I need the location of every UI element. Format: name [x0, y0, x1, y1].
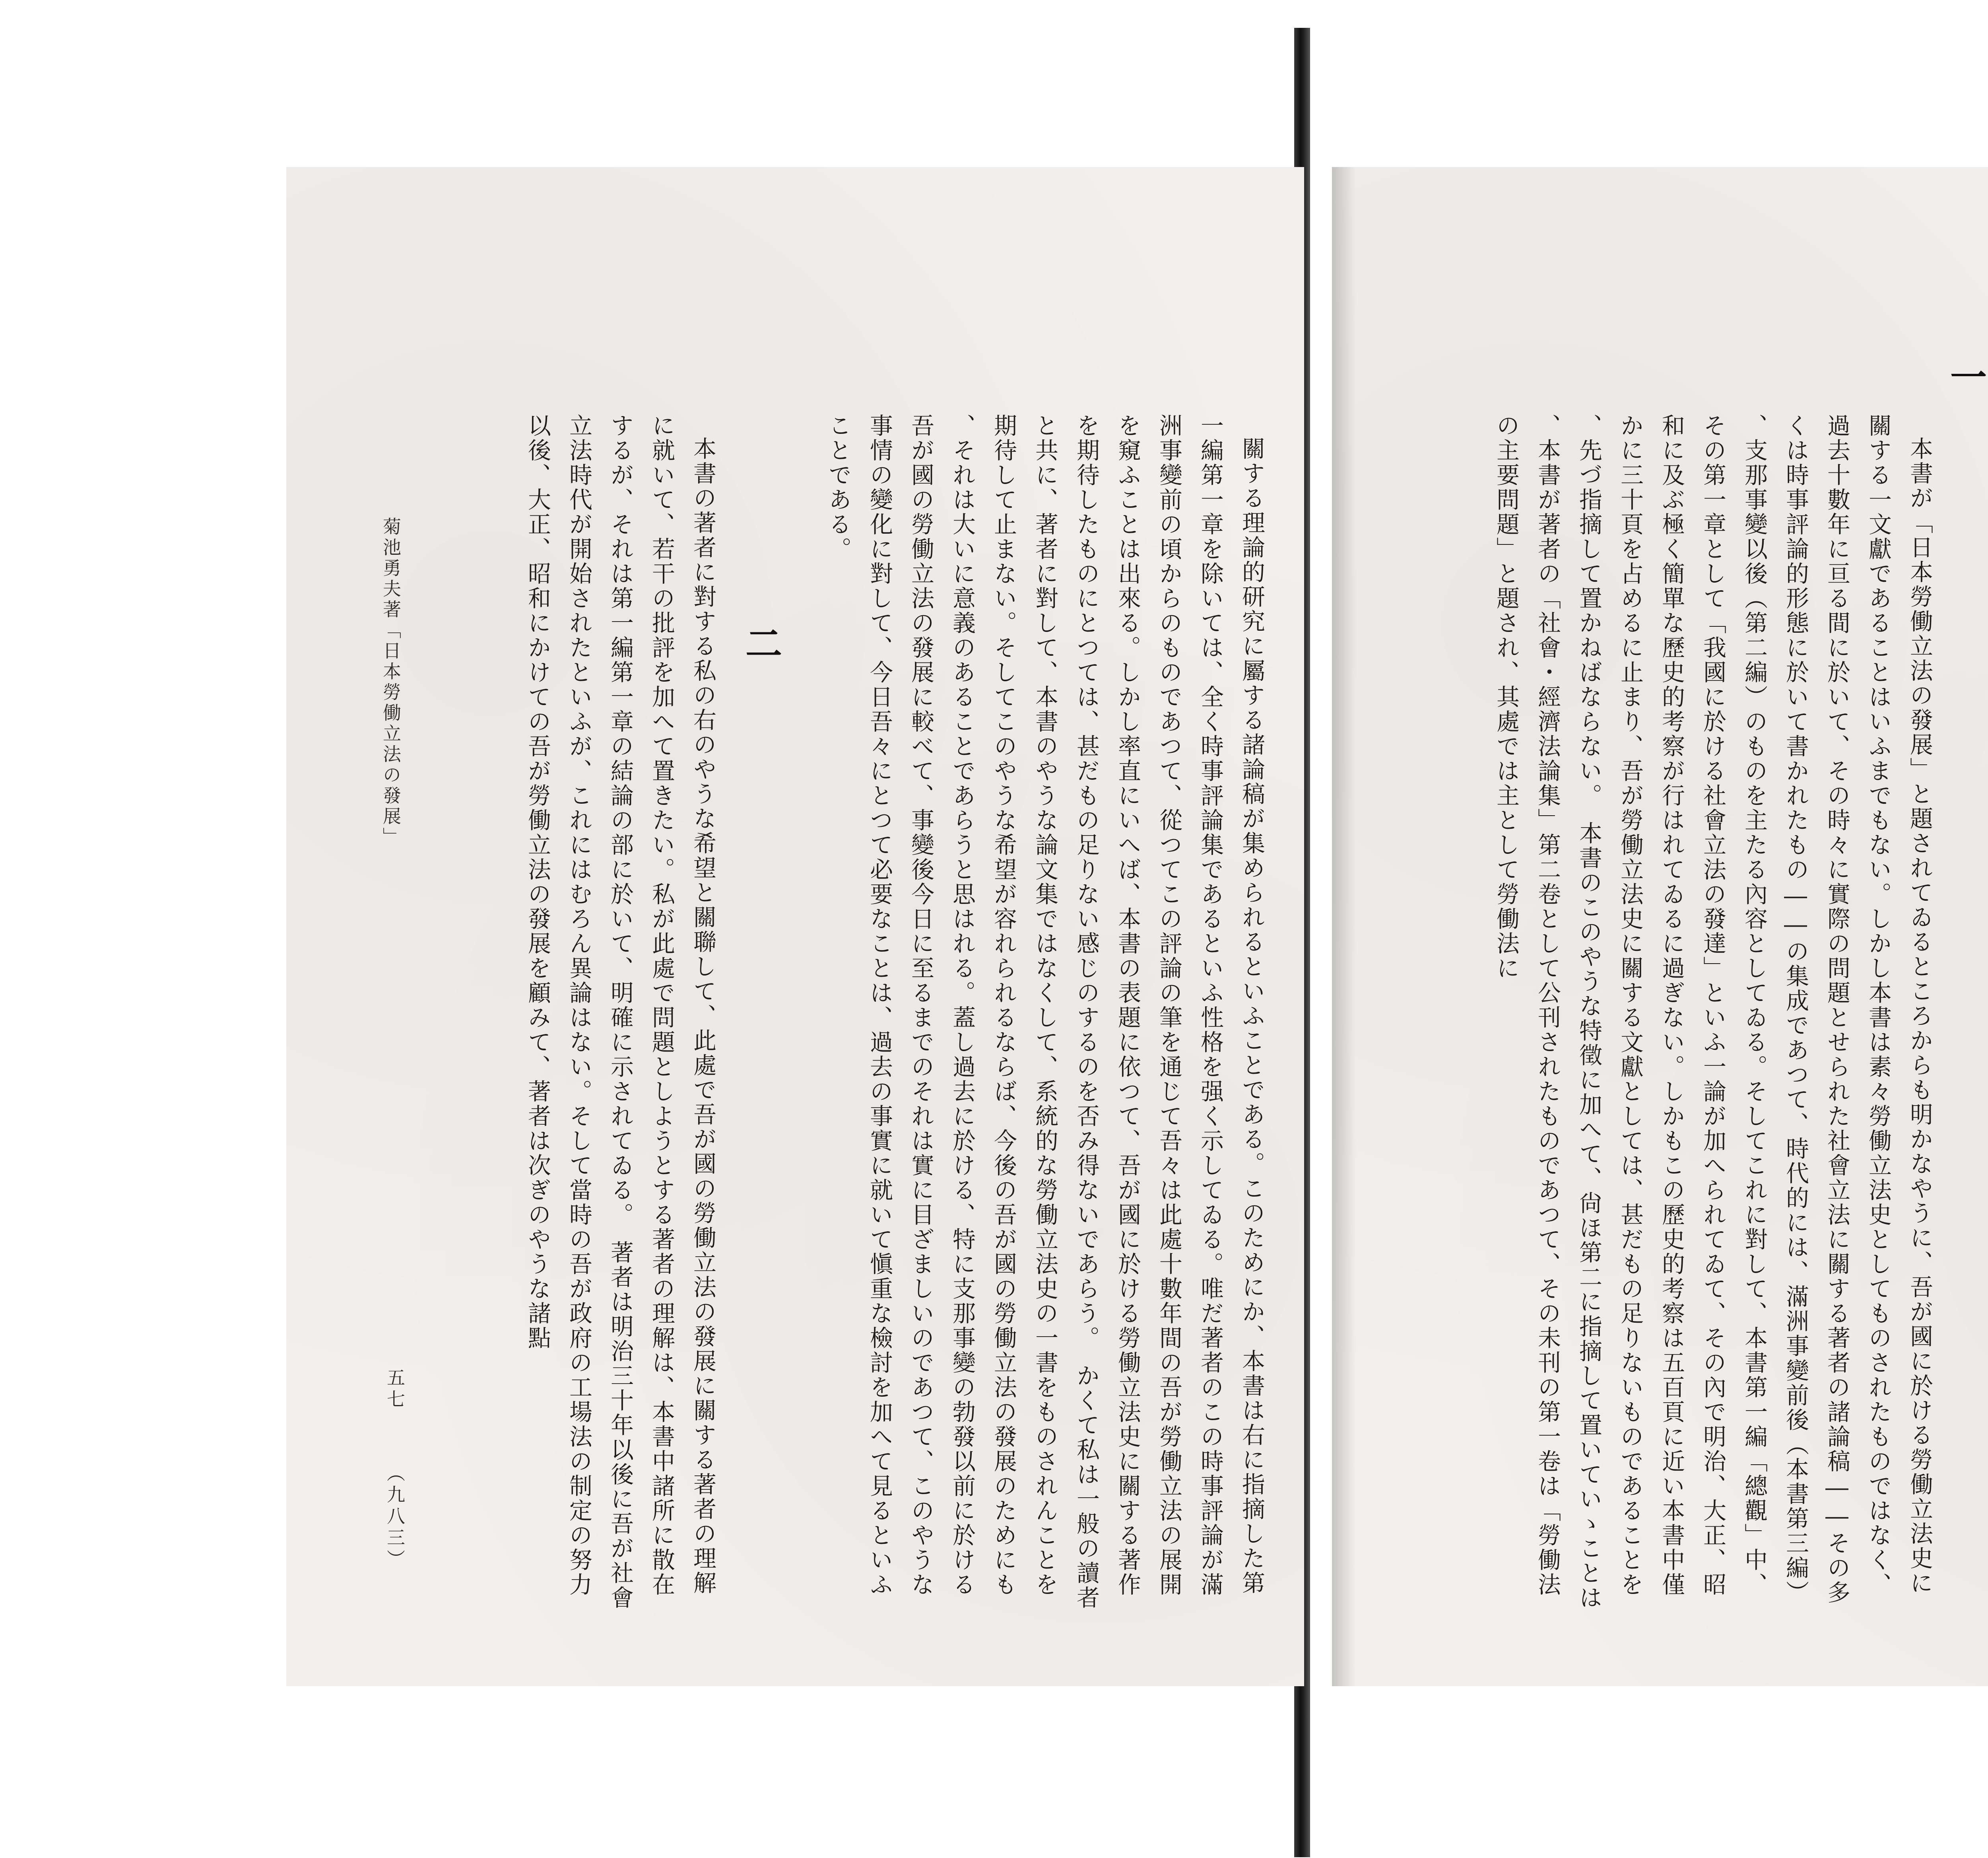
body-paragraph: 本書が「日本勞働立法の發展」と題されてゐるところからも明かなやうに、吾が國に於ける勞働立法史に關する一文獻であることはいふまでもない。しかし本書は素々勞働立法史としてものされたものではなく、過去十數年に亘る間に於いて、その時々に實際の問題とせられた社會立法に關する著者の諸論稿――その多くは時事評論的形態に於いて書かれたもの――の集成であつて、時代的には、滿洲事變前後（本書第三編）、支那事變以後（第二編）のものを主たる內容としてゐる。そしてこれに對して、本書第一編「總觀」中、その第一章として「我國に於ける社會立法の發達」といふ一論が加へられてゐて、その內で明治、大正、昭和に及ぶ極く簡單な歷史的考察が行はれてゐるに過ぎない。しかもこの歷史的考察は五百頁に近い本書中僅かに三十頁を占めるに止まり、吾が勞働立法史に關する文獻としては、甚だもの足りないものであることを、先づ指摘して置かねばならない。 本書のこのやうな特徵に加へて、尙ほ第二に指摘して置いていゝことは、本書が著者の「社會・經濟法論集」第二卷として公刊されたものであつて、その未刊の第一卷は「勞働法の主要問題」と題され、其處では主として勞働法に — [1493, 414, 1933, 1610]
running-head: 菊池勇夫著「日本勞働立法の發展」 — [380, 517, 402, 848]
folio-total-number: （九八三） — [384, 1463, 406, 1571]
body-paragraph: 本書の著者に對する私の右のやうな希望と關聯して、此處で吾が國の勞働立法の發展に關する著者の理解に就いて、若干の批評を加へて置きたい。私が此處で問題としようとする著者の理解は、本書中諸所に散在するが、それは第一編第一章の結論の部に於いて、明確に示されてゐる。 著者は明治三十年以後に吾が社會立法時代が開始されたといふが、これにはむろん異論はない。そして當時の吾が政府の工場法の制定の努力以後、大正、昭和にかけての吾が勞働立法の發展を顧みて、著者は次ぎのやうな諸點 — [524, 414, 716, 1610]
folio-page-number: 五七 — [384, 1368, 406, 1411]
gutter-shadow — [1332, 167, 1356, 1686]
right-page — [1332, 167, 1988, 1686]
section-number-2: 二 — [740, 624, 782, 661]
left-page — [286, 167, 1304, 1686]
left-page-body-1 — [817, 414, 1272, 1615]
section-number-1: 一 — [1944, 358, 1987, 395]
body-paragraph: 關する理論的研究に屬する諸論稿が集められるといふことである。このためにか、本書は右に指摘した第一編第一章を除いては、全く時事評論集であるといふ性格を强く示してゐる。唯だ著者のこの時事評論が滿洲事變前の頃からのものであつて、從つてこの評論の筆を通じて吾々は此處十數年間の吾が勞働立法の展開を窺ふことは出來る。しかし率直にいへば、本書の表題に依つて、吾が國に於ける勞働立法史に關する著作を期待したものにとつては、甚だもの足りない感じのするのを否み得ないであらう。 かくて私は一般の讀者と共に、著者に對して、本書のやうな論文集ではなくして、系統的な勞働立法史の一書をものされんことを期待して止まない。そしてこのやうな希望が容れられるならば、今後の吾が國の勞働立法の發展のためにも、それは大いに意義のあることであらうと思はれる。蓋し過去に於ける、特に支那事變の勃發以前に於ける吾が國の勞働立法の發展に較べて、事變後今日に至るまでのそれは實に目ざましいのであつて、このやうな事情の變化に對して、今日吾々にとつて必要なことは、過去の事實に就いて愼重な檢討を加へて見るといふことである。 — [825, 414, 1265, 1610]
left-page-body-2 — [517, 414, 724, 1615]
right-page-body — [1485, 414, 1940, 1615]
